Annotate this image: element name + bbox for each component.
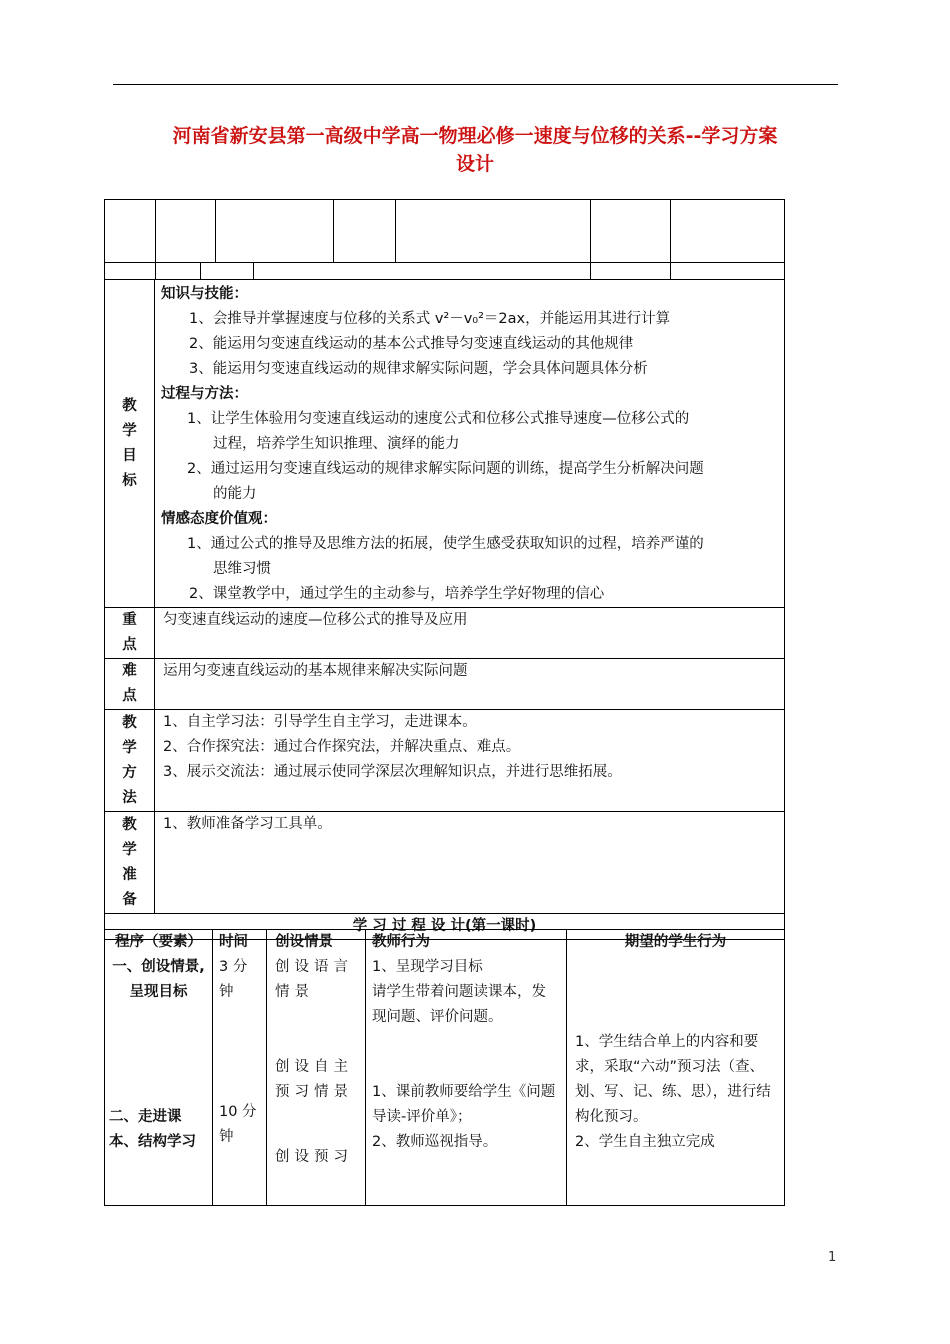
emotion-item-1: 1、通过公式的推导及思维方法的拓展，使学生感受获取知识的过程，培养严谨的 — [187, 536, 704, 552]
scene-2: 创设自主预习情景 — [275, 1059, 353, 1100]
process-item-1: 1、让学生体验用匀变速直线运动的速度公式和位移公式推导速度—位移公式的 — [187, 411, 690, 427]
method-1: 1、自主学习法：引导学生自主学习，走进课本。 — [163, 714, 477, 730]
teacher-1: 1、呈现学习目标 — [372, 959, 483, 975]
blank-sub-grid — [105, 263, 785, 280]
teacher-header: 教师行为 — [372, 934, 430, 950]
preparation-text: 1、教师准备学习工具单。 — [155, 812, 785, 914]
goals-content — [155, 280, 785, 608]
teacher-column — [366, 930, 567, 1206]
process-item-2-cont: 的能力 — [213, 486, 257, 502]
methods-content — [155, 710, 785, 812]
time-2: 10 分钟 — [219, 1104, 257, 1145]
procedure-column — [105, 930, 213, 1206]
teacher-2: 1、课前教师要给学生《问题导读-评价单》； — [372, 1084, 556, 1125]
process-item-1-cont: 过程，培养学生知识推理、演绎的能力 — [213, 436, 460, 452]
scene-1: 创设语言情景 — [275, 959, 353, 1000]
knowledge-heading: 知识与技能： — [161, 286, 248, 302]
goals-label: 教 学 目 标 — [105, 280, 155, 608]
time-column — [213, 930, 267, 1206]
scene-header: 创设情景 — [275, 934, 333, 950]
title-line-1: 河南省新安县第一高级中学高一物理必修一速度与位移的关系--学习方案 — [172, 125, 778, 147]
methods-label: 教 学 方 法 — [105, 710, 155, 812]
process-title: 学 习 过 程 设 计(第一课时) — [105, 914, 785, 940]
time-1: 3 分钟 — [219, 959, 248, 1000]
time-header: 时间 — [219, 934, 248, 950]
header-rule — [113, 84, 838, 85]
student-1: 1、学生结合单上的内容和要求，采取“六动”预习法（查、划、写、记、练、思），进行结构化预习。 — [575, 1034, 771, 1125]
teacher-3: 2、教师巡视指导。 — [372, 1134, 498, 1150]
emotion-heading: 情感态度价值观： — [161, 511, 277, 527]
procedure-header: 程序（要素） — [115, 934, 202, 950]
lesson-plan-table — [104, 199, 785, 940]
student-2: 2、学生自主独立完成 — [575, 1134, 715, 1150]
method-2: 2、合作探究法：通过合作探究法，并解决重点、难点。 — [163, 739, 521, 755]
knowledge-item-1: 1、会推导并掌握速度与位移的关系式 v²－v₀²＝2ax，并能运用其进行计算 — [189, 311, 671, 327]
document-title — [100, 122, 850, 178]
process-heading: 过程与方法： — [161, 386, 248, 402]
knowledge-item-2: 2、能运用匀变速直线运动的基本公式推导匀变速直线运动的其他规律 — [189, 336, 634, 352]
method-3: 3、展示交流法：通过展示使同学深层次理解知识点，并进行思维拓展。 — [163, 764, 622, 780]
page-number: 1 — [828, 1250, 837, 1265]
teacher-1b: 请学生带着问题读课本，发现问题、评价问题。 — [372, 984, 546, 1025]
scene-3: 创设预习 — [275, 1149, 353, 1165]
blank-header-grid — [105, 200, 785, 263]
key-point-text: 匀变速直线运动的速度—位移公式的推导及应用 — [155, 608, 785, 659]
student-column — [567, 930, 785, 1206]
procedure-1: 一、创设情景,呈现目标 — [112, 959, 205, 1000]
difficulty-text: 运用匀变速直线运动的基本规律来解决实际问题 — [155, 659, 785, 710]
knowledge-item-3: 3、能运用匀变速直线运动的规律求解实际问题，学会具体问题具体分析 — [189, 361, 648, 377]
preparation-label: 教 学 准 备 — [105, 812, 155, 914]
emotion-item-1-cont: 思维习惯 — [213, 561, 271, 577]
key-point-label: 重 点 — [105, 608, 155, 659]
student-header: 期望的学生行为 — [624, 934, 727, 950]
process-table — [104, 929, 785, 1206]
title-line-2: 设计 — [455, 153, 494, 175]
emotion-item-2: 2、课堂教学中，通过学生的主动参与，培养学生学好物理的信心 — [189, 586, 605, 602]
difficulty-label: 难 点 — [105, 659, 155, 710]
scene-column — [267, 930, 366, 1206]
process-item-2: 2、通过运用匀变速直线运动的规律求解实际问题的训练，提高学生分析解决问题 — [187, 461, 704, 477]
procedure-2: 二、走进课本、结构学习 — [109, 1109, 196, 1150]
